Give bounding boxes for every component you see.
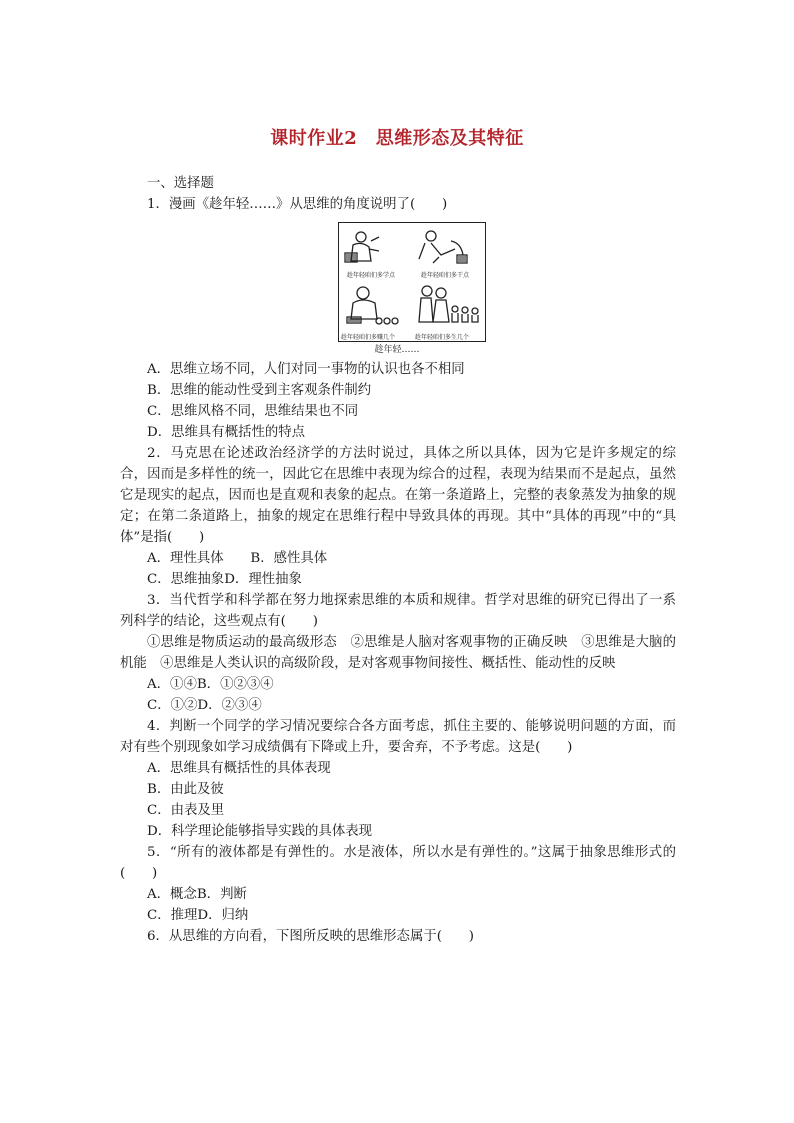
- figure-caption-2: 趁年轻咱们多干点: [421, 272, 470, 279]
- question-1-block: [120, 173, 676, 215]
- question-3-stem: 3．当代哲学和科学都在努力地探索思维的本质和规律。哲学对思维的研究已得出了一系列科学的结论，这些观点有( ): [120, 593, 676, 629]
- q3-options-cd: C．①②D．②③④: [147, 698, 262, 713]
- q4-option-c: C．由表及里: [147, 803, 225, 818]
- question-3-items: ①思维是物质运动的最高级形态 ②思维是人脑对客观事物的正确反映 ③思维是大脑的机能 ④思维是人类认识的高级阶段，是对客观事物间接性、概括性、能动性的反映: [120, 635, 676, 671]
- section-heading: 一、选择题: [147, 176, 214, 191]
- question-2-stem: 2．马克思在论述政治经济学的方法时说过，具体之所以具体，因为它是许多规定的综合，因而是多样性的统一，因此它在思维中表现为综合的过程，表现为结果而不是起点，虽然它是现实的起点，因而也是直观和表象的起点。在第一条道路上，完整的表象蒸发为抽象的规定；在第二条道路上，抽象的规定在思维行程中导致具体的再现。其中“具体的再现”中的“具体”是指( ): [120, 446, 676, 545]
- question-4-stem: 4．判断一个同学的学习情况要综合各方面考虑，抓住主要的、能够说明问题的方面，而对有些个别现象如学习成绩偶有下降或上升，要舍弃，不予考虑。这是( ): [120, 719, 676, 755]
- q1-option-d: D．思维具有概括性的特点: [147, 425, 306, 440]
- question-1-stem: 1．漫画《趁年轻……》从思维的角度说明了( ): [147, 197, 448, 212]
- q2-options-cd: C．思维抽象D．理性抽象: [147, 572, 302, 587]
- q5-options-ab: A．概念B．判断: [147, 887, 247, 902]
- q1-option-b: B．思维的能动性受到主客观条件制约: [147, 383, 372, 398]
- cartoon-drawing: [339, 223, 485, 341]
- figure-title: 趁年轻……: [374, 345, 420, 355]
- q4-option-d: D．科学理论能够指导实践的具体表现: [147, 824, 372, 839]
- q4-option-a: A．思维具有概括性的具体表现: [147, 761, 331, 776]
- question-6-stem: 6．从思维的方向看，下图所反映的思维形态属于( ): [147, 929, 474, 944]
- q1-option-c: C．思维风格不同，思维结果也不同: [147, 404, 359, 419]
- questions-block: [120, 359, 676, 947]
- cartoon-figure: [338, 222, 486, 342]
- q2-options-ab: A．理性具体 B．感性具体: [147, 551, 328, 566]
- page-title: 课时作业2 思维形态及其特征: [270, 128, 524, 149]
- figure-caption-3: 趁年轻咱们多赚几个: [341, 334, 396, 341]
- q5-options-cd: C．推理D．归纳: [147, 908, 249, 923]
- figure-caption-4: 趁年轻咱们多生几个: [415, 334, 470, 341]
- q3-options-ab: A．①④B．①②③④: [147, 677, 274, 692]
- figure-caption-1: 趁年轻咱们多学点: [347, 272, 396, 279]
- question-5-stem: 5．“所有的液体都是有弹性的。水是液体，所以水是有弹性的。”这属于抽象思维形式的( ): [120, 845, 676, 881]
- q1-option-a: A．思维立场不同，人们对同一事物的认识也各不相同: [147, 362, 465, 377]
- q4-option-b: B．由此及彼: [147, 782, 224, 797]
